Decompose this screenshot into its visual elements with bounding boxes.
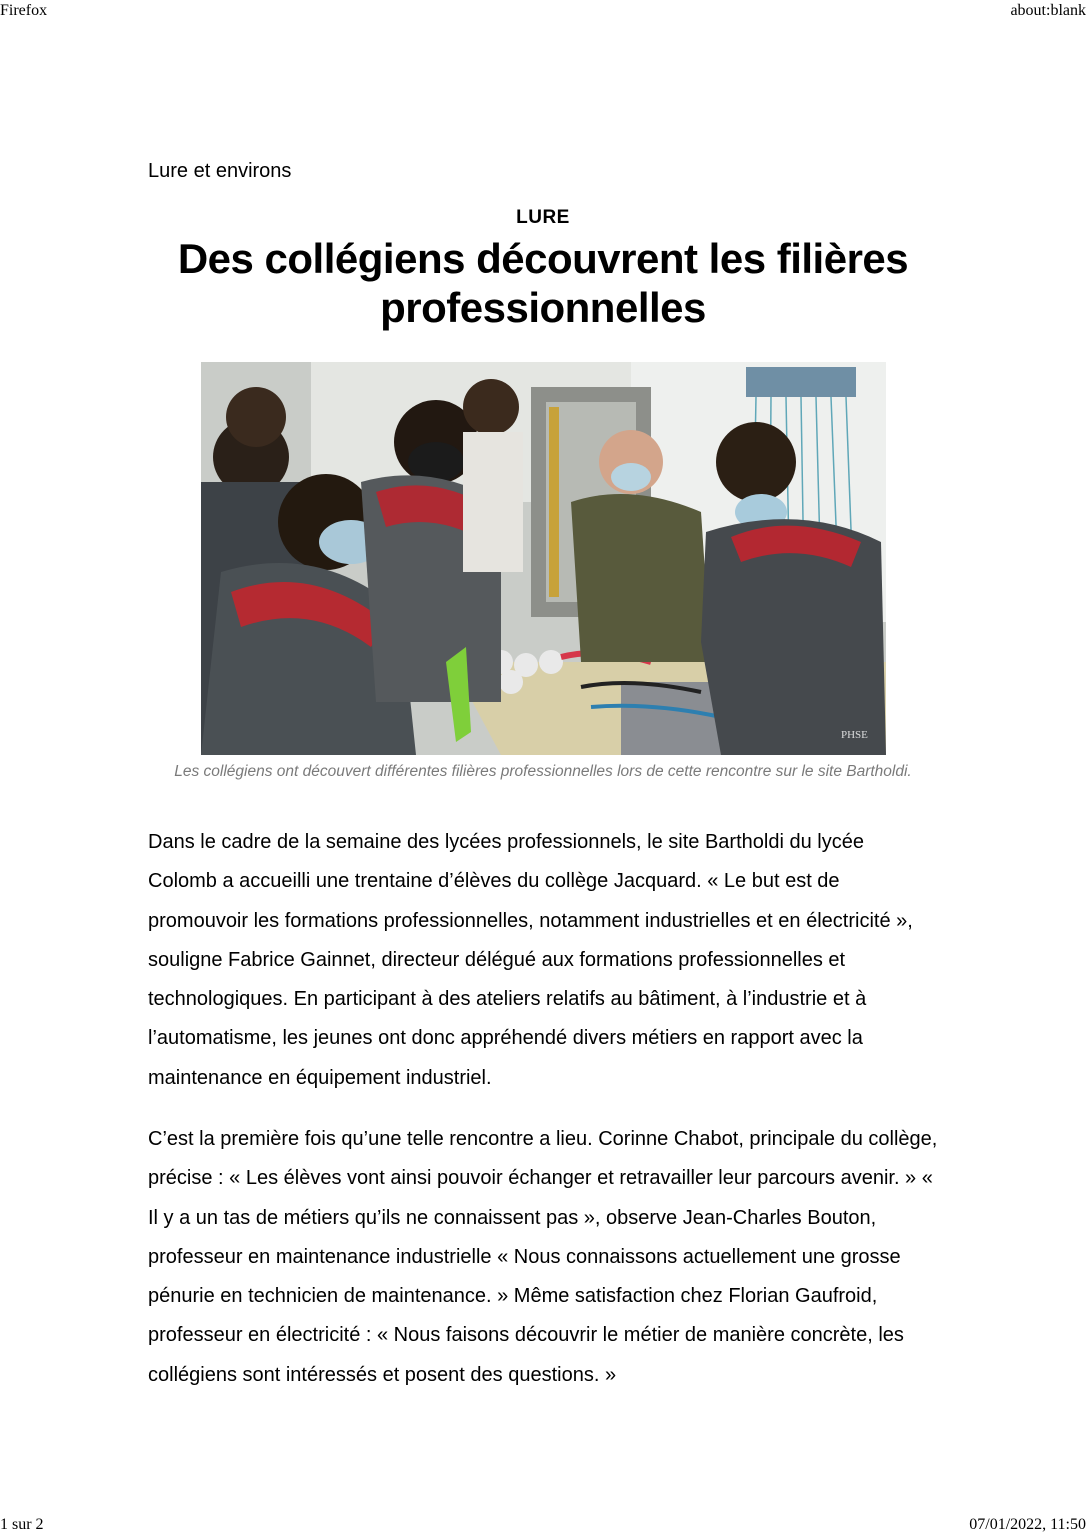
print-header-left: Firefox: [0, 2, 48, 19]
print-footer-left: 1 sur 2: [0, 1516, 44, 1533]
headline: Des collégiens découvrent les filières professionnelles: [177, 235, 909, 331]
paragraph-2: C’est la première fois qu’une telle rencontre a lieu. Corinne Chabot, principale du collège, précise : « Les élèves vont ainsi pouvoir échanger et retravailler leur parcours avenir. » « Il y a un tas de métiers qu’ils ne connaissent pas », observe Jean-Charles Bouton, professeur en maintenance industrielle « Nous connaissons actuellement une grosse pénurie en technicien de maintenance. » Même satisfaction chez Florian Gaufroid, professeur en électricité : « Nous faisons découvrir le métier de manière concrète, les collégiens sont intéressés et posent des questions. »: [148, 1128, 938, 1386]
print-header-right: about:blank: [1010, 2, 1086, 19]
print-footer-right: 07/01/2022, 11:50: [969, 1516, 1086, 1533]
article-photo: [201, 362, 886, 755]
section-label: Lure et environs: [148, 160, 292, 182]
photo-credit: PHSE: [841, 729, 868, 741]
paragraph-1: Dans le cadre de la semaine des lycées professionnels, le site Bartholdi du lycée Colomb a accueilli une trentaine d’élèves du collège Jacquard. « Le but est de promouvoir les formations professionnelles, notamment industrielles et en électricité », souligne Fabrice Gainnet, directeur délégué aux formations professionnelles et technologiques. En participant à des ateliers relatifs au bâtiment, à l’industrie et à l’automatisme, les jeunes ont donc appréhendé divers métiers en rapport avec la maintenance en équipement industriel.: [148, 831, 913, 1089]
kicker: LURE: [516, 207, 570, 228]
photo-caption: Les collégiens ont découvert différentes filières professionnelles lors de cette rencontre sur le site Bartholdi.: [174, 763, 912, 780]
